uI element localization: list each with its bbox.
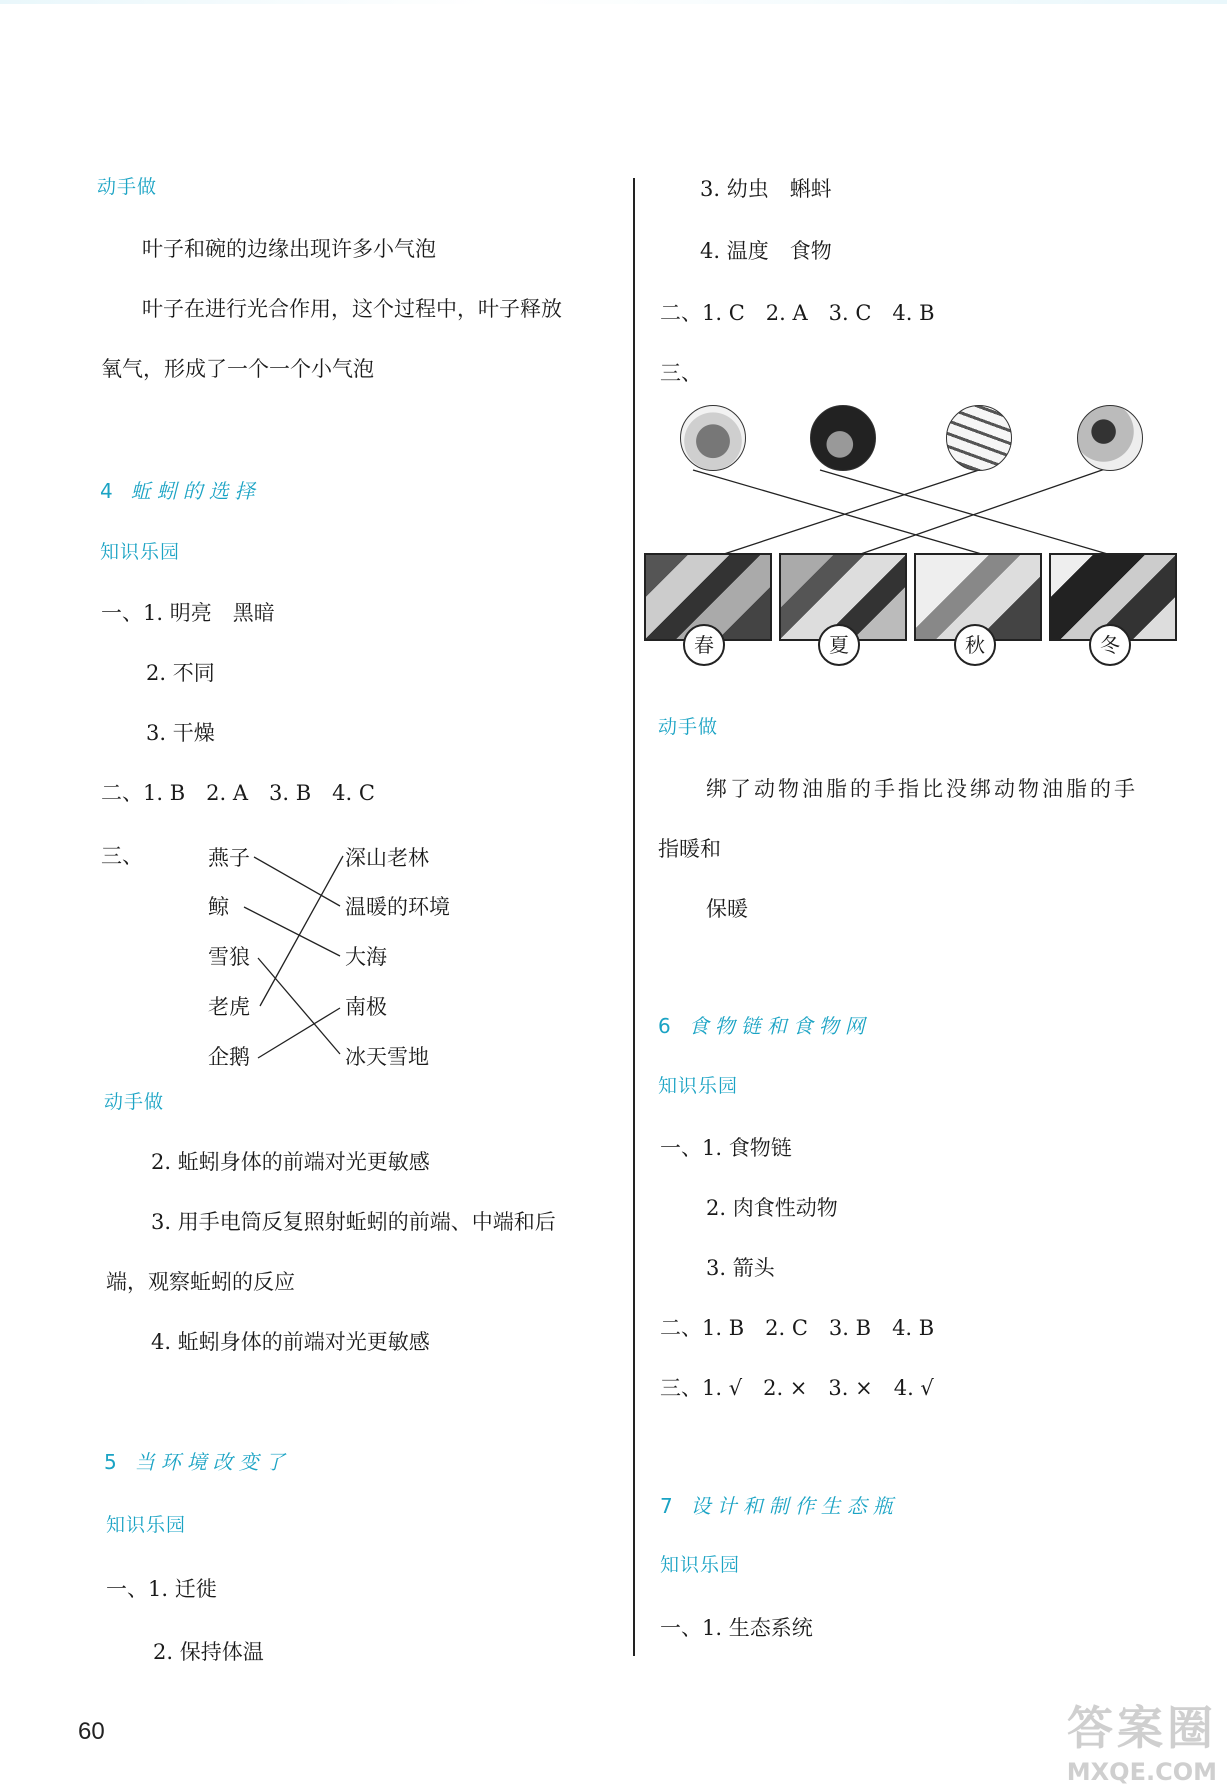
answer-text: 端，观察蚯蚓的反应	[106, 1270, 295, 1294]
chapter-6-title	[658, 1010, 871, 1039]
animal-picture-tadpoles	[946, 405, 1012, 471]
page-number: 60	[78, 1718, 105, 1745]
answer-text: 二、1. B 2. C 3. B 4. B	[660, 1316, 935, 1340]
season-label: 春	[683, 624, 725, 666]
answer-text: 3. 幼虫 蝌蚪	[700, 177, 832, 201]
answer-text: 2. 肉食性动物	[706, 1196, 838, 1220]
match-line	[254, 857, 340, 906]
chapter-5-title	[104, 1446, 291, 1475]
heading-dongshouzuo-1: 动手做	[97, 176, 158, 198]
answer-text: 一、1. 生态系统	[660, 1616, 813, 1640]
answer-text: 2. 蚯蚓身体的前端对光更敏感	[151, 1150, 430, 1174]
chapter-title-text: 当环境改变了	[134, 1450, 291, 1474]
chapter-number: 4	[100, 479, 113, 503]
animal-picture-frog-jumping	[1077, 405, 1143, 471]
heading-dongshouzuo-2: 动手做	[104, 1091, 165, 1113]
chapter-number: 7	[660, 1494, 673, 1518]
chapter-number: 5	[104, 1450, 117, 1474]
season-label: 夏	[818, 624, 860, 666]
season-match-line	[852, 469, 1105, 557]
answer-text: 3. 干燥	[146, 721, 215, 745]
answer-text: 叶子在进行光合作用，这个过程中，叶子释放	[142, 297, 562, 321]
answer-text: 保暖	[706, 897, 748, 921]
answer-text: 三、1. √ 2. × 3. × 4. √	[660, 1376, 934, 1400]
answer-text: 二、1. B 2. A 3. B 4. C	[101, 781, 375, 805]
answer-text: 4. 蚯蚓身体的前端对光更敏感	[151, 1330, 430, 1354]
answer-text: 3. 箭头	[706, 1256, 775, 1280]
match-right-item: 冰天雪地	[345, 1045, 429, 1069]
match-right-item: 温暖的环境	[345, 895, 450, 919]
match-line	[258, 958, 340, 1054]
animal-picture-frog-hibernating	[680, 405, 746, 471]
watermark-logo-text: 答案圈	[1067, 1701, 1217, 1755]
season-label: 冬	[1089, 624, 1131, 666]
chapter-title-text: 蚯蚓的选择	[130, 479, 261, 503]
watermark-url: MXQE.COM	[1066, 1758, 1217, 1786]
heading-zhishi-leyuan: 知识乐园	[106, 1514, 187, 1536]
answer-text: 叶子和碗的边缘出现许多小气泡	[142, 237, 436, 261]
heading-dongshouzuo-3: 动手做	[658, 716, 719, 738]
heading-zhishi-leyuan: 知识乐园	[658, 1075, 739, 1097]
answer-text: 二、1. C 2. A 3. C 4. B	[660, 301, 935, 325]
answer-text: 绑了动物油脂的手指比没绑动物油脂的手	[706, 777, 1138, 801]
chapter-number: 6	[658, 1014, 671, 1038]
chapter-title-text: 设计和制作生态瓶	[690, 1494, 899, 1518]
answer-text: 4. 温度 食物	[700, 239, 832, 263]
answer-text: 指暖和	[658, 837, 721, 861]
match-right-item: 大海	[345, 945, 387, 969]
answer-label: 三、	[660, 361, 702, 385]
answer-text: 2. 不同	[146, 661, 215, 685]
answer-text: 3. 用手电筒反复照射蚯蚓的前端、中端和后	[151, 1210, 556, 1234]
match-line	[260, 856, 343, 1006]
watermark	[1067, 1692, 1217, 1786]
heading-zhishi-leyuan: 知识乐园	[100, 541, 181, 563]
match-line	[258, 1008, 340, 1058]
match-left-item: 雪狼	[208, 945, 250, 969]
match-left-item: 老虎	[208, 995, 250, 1019]
season-label: 秋	[954, 624, 996, 666]
match-left-item: 燕子	[208, 846, 250, 870]
heading-zhishi-leyuan: 知识乐园	[660, 1554, 741, 1576]
answer-text: 一、1. 明亮 黑暗	[101, 601, 275, 625]
column-divider	[633, 178, 635, 1656]
answer-text: 氧气，形成了一个一个小气泡	[101, 357, 374, 381]
chapter-title-text: 食物链和食物网	[688, 1014, 871, 1038]
match-left-item: 企鹅	[208, 1045, 250, 1069]
answer-text: 一、1. 迁徙	[106, 1577, 217, 1601]
answer-label: 三、	[101, 844, 143, 868]
answer-text: 一、1. 食物链	[660, 1136, 792, 1160]
answer-text: 2. 保持体温	[153, 1640, 264, 1664]
animal-picture-frog-dark	[810, 405, 876, 471]
match-right-item: 南极	[345, 995, 387, 1019]
match-left-item: 鲸	[208, 895, 229, 919]
chapter-7-title	[660, 1490, 899, 1519]
match-right-item: 深山老林	[345, 846, 429, 870]
